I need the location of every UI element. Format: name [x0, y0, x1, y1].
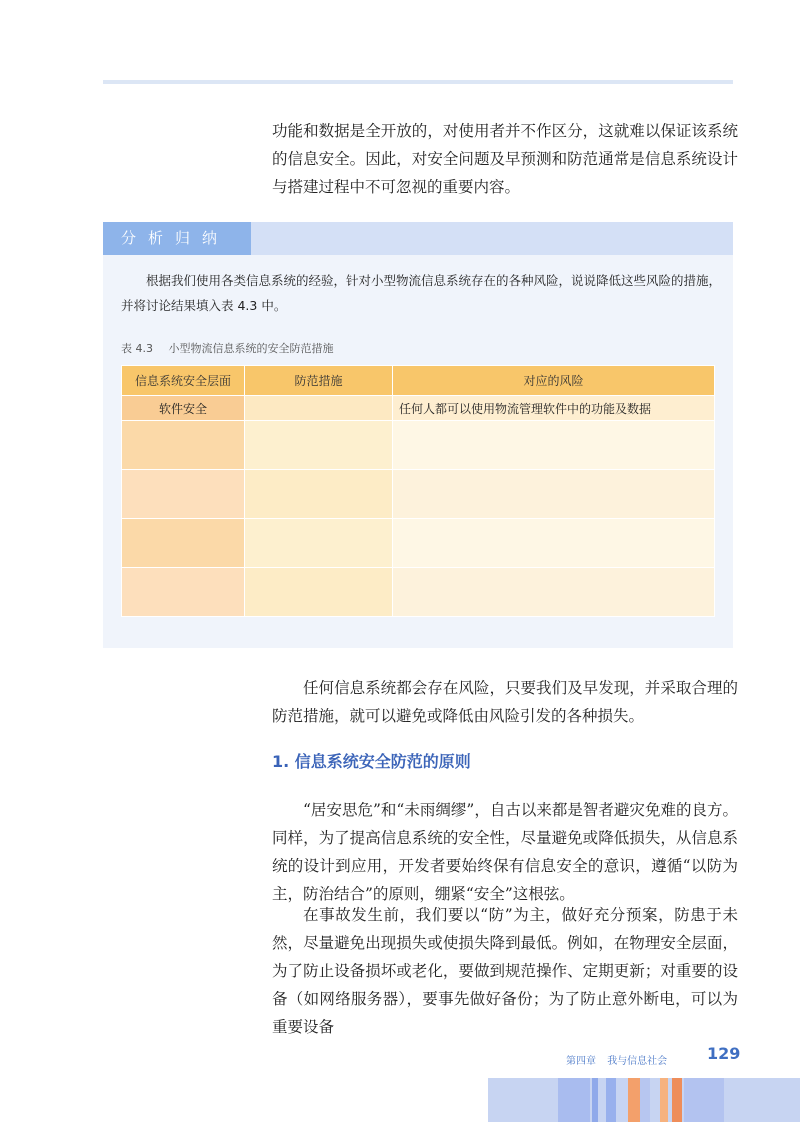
table-caption	[121, 340, 334, 356]
table-cell	[393, 519, 715, 568]
table-cell	[122, 421, 245, 470]
measures-table	[121, 365, 715, 617]
table-cell	[245, 568, 393, 617]
header-security-level: 信息系统安全层面	[122, 366, 245, 396]
body-paragraph-2: 在事故发生前，我们要以“防”为主，做好充分预案，防患于未然，尽量避免出现损失或使损失降到最低。例如，在物理安全层面，为了防止设备损坏或老化，要做到规范操作、定期更新；对重要的设备（如网络服务器），要事先做好备份；为了防止意外断电，可以为重要设备	[272, 906, 738, 1036]
running-footer	[566, 1052, 667, 1067]
footer-stripe	[684, 1078, 724, 1122]
table-header-row	[122, 366, 715, 396]
activity-prompt: 根据我们使用各类信息系统的经验，针对小型物流信息系统存在的各种风险，说说降低这些风险的措施，并将讨论结果填入表 4.3 中。	[121, 273, 722, 313]
footer-chapter-title: 我与信息社会	[607, 1056, 668, 1067]
footer-stripe	[660, 1078, 668, 1122]
table-cell	[245, 519, 393, 568]
summary-paragraph: 任何信息系统都会存在风险，只要我们及早发现，并采取合理的防范措施，就可以避免或降低由风险引发的各种损失。	[272, 679, 738, 725]
top-rule	[103, 80, 733, 84]
table-cell	[245, 421, 393, 470]
footer-chapter: 第四章	[566, 1056, 596, 1067]
table-cell	[122, 519, 245, 568]
body-paragraph-1: “居安思危”和“未雨绸缪”，自古以来都是智者避灾免难的良方。同样，为了提高信息系统的安全性，尽量避免或降低损失，从信息系统的设计到应用，开发者要始终保有信息安全的意识，遵循“以防为主，防治结合”的原则，绷紧“安全”这根弦。	[272, 801, 738, 903]
table-cell	[245, 470, 393, 519]
header-risk: 对应的风险	[393, 366, 715, 396]
table-cell	[245, 396, 393, 421]
header-measures: 防范措施	[245, 366, 393, 396]
intro-paragraph: 功能和数据是全开放的，对使用者并不作区分，这就难以保证该系统的信息安全。因此，对安全问题及早预测和防范通常是信息系统设计与搭建过程中不可忽视的重要内容。	[272, 122, 738, 196]
table-cell	[393, 568, 715, 617]
footer-stripe	[592, 1078, 598, 1122]
activity-box	[103, 222, 733, 648]
section-heading: 1. 信息系统安全防范的原则	[272, 752, 471, 771]
footer-stripe	[672, 1078, 682, 1122]
table-cell: 任何人都可以使用物流管理软件中的功能及数据	[393, 396, 715, 421]
table-row	[122, 396, 715, 421]
table-cell	[122, 470, 245, 519]
footer-stripe	[640, 1078, 650, 1122]
footer-stripe	[628, 1078, 640, 1122]
table-row	[122, 470, 715, 519]
activity-title: 分析归纳	[103, 222, 251, 255]
table-cell	[393, 470, 715, 519]
table-caption-number: 表 4.3	[121, 342, 153, 355]
footer-stripe	[558, 1078, 590, 1122]
table-row	[122, 421, 715, 470]
page-number: 129	[707, 1044, 741, 1063]
table-caption-title: 小型物流信息系统的安全防范措施	[168, 342, 334, 355]
table-cell	[393, 421, 715, 470]
footer-stripe	[606, 1078, 616, 1122]
table-cell	[122, 568, 245, 617]
table-row	[122, 568, 715, 617]
table-row	[122, 519, 715, 568]
footer-decoration	[488, 1078, 800, 1122]
table-cell: 软件安全	[122, 396, 245, 421]
